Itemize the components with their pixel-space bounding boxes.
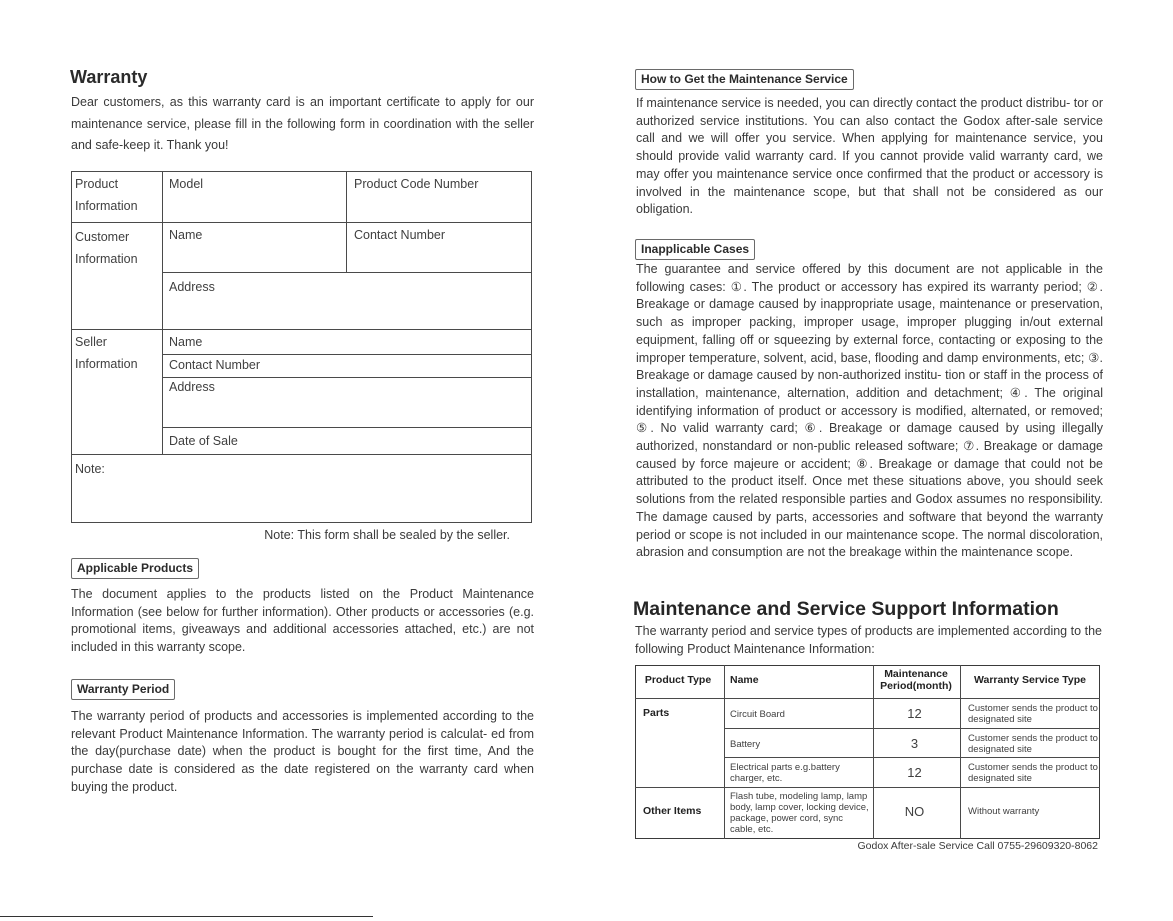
form-model-label: Model [169,177,204,191]
form-date-of-sale-label: Date of Sale [169,434,238,448]
form-seal-note: Note: This form shall be sealed by the seller. [264,528,510,542]
inapplicable-cases-text: The guarantee and service offered by this document are not applicable in the following cases: ①. The product or accessory has expired its warranty period; ②. Breakage or damage caused by inappropriate usage, maintenance or preservation, such as improper packing, improper usage, improper plugging in/out external equipment, falling off or squeezing by external force, contacting or exposing to the improper temperature, solvent, acid, base, flooding and damp environments, etc; ③. Breakage or damage caused by non-authorized institu- tion or staff in the process of installation, maintenance, alternation, addition and detachment; ④. The original identifying information of product or accessory is modified, alternated, or removed; ⑤. No valid warranty card; ⑥. Breakage or damage caused by using illegally authorized, nonstandard or non-public released software; ⑦. Breakage or damage caused by force majeure or accident; ⑧. Breakage or damage that could not be attributed to the product itself. Once met these situations above, you should seek solutions from the related responsible parties and Godox assumes no responsibility. The damage caused by parts, accessories and software that beyond the warranty period or scope is not included in our maintenance scope. The normal discoloration, abrasion and consumption are not the breakage within the maintenance scope. [636,262,1103,560]
service-call-number: Godox After-sale Service Call 0755-29609320-8062 [857,840,1098,852]
form-customer-info-label: Customer Information [75,230,138,266]
how-to-get-service-heading: How to Get the Maintenance Service [635,69,854,90]
table-row-name: Circuit Board [730,709,785,720]
table-header-type: Product Type [644,674,712,686]
table-other-period: NO [904,804,925,819]
table-row-name: Battery [730,739,761,750]
table-other-items-label: Other Items [643,805,702,817]
form-seller-contact-label: Contact Number [169,358,261,372]
form-seller-name-label: Name [169,335,203,349]
table-row-period: 12 [907,765,922,780]
applicable-products-text: The document applies to the products listed on the Product Maintenance Information (see below for further information). Other products or accessories (e.g. promotional items, giveaways and additional accessories attached, etc.) are not included in this warranty scope. [71,587,534,655]
table-header-service: Warranty Service Type [973,674,1087,686]
table-header-name: Name [730,674,759,686]
table-row-name: Electrical parts e.g.battery charger, etc. [730,762,840,784]
table-row-service: Customer sends the product to designated site [968,703,1098,725]
table-other-name: Flash tube, modeling lamp, lamp body, lamp cover, locking device, package, power cord, sync cable, etc. [730,791,869,835]
form-seller-address-label: Address [169,380,215,394]
form-customer-address-label: Address [169,280,215,294]
how-to-get-service-text: If maintenance service is needed, you can directly contact the product distribu- tor or authorized service institutions. You can also contact the Godox after-sale service call and we will offer you service. When applying for maintenance service, you should provide valid warranty card. If you cannot provide valid warranty card, we may offer you maintenance service once confirmed that the product or accessory is involved in the maintenance scope, but that shall not be considered as our obligation. [636,96,1103,217]
form-customer-name-label: Name [169,228,203,242]
warranty-intro: Dear customers, as this warranty card is an important certificate to apply for our maintenance service, please fill in the following form in coordination with the seller and safe-keep it. Thank you! [71,95,534,153]
inapplicable-cases-heading: Inapplicable Cases [635,239,755,260]
table-other-service: Without warranty [968,806,1040,817]
warranty-period-heading: Warranty Period [71,679,175,700]
page-bottom-rule [0,916,373,917]
form-customer-contact-label: Contact Number [354,228,446,242]
applicable-products-heading: Applicable Products [71,558,199,579]
warranty-period-text: The warranty period of products and accessories is implemented according to the relevant Product Maintenance Information. The warranty period is calculat- ed from the day(purchase date) when the product is bought for the first time, And the purchase date is considered as the date registered on the warranty card when buying the product. [71,709,534,794]
form-note-label: Note: [75,462,105,476]
table-parts-label: Parts [643,707,670,719]
warranty-title: Warranty [70,67,148,87]
table-row-service: Customer sends the product to designated site [968,733,1098,755]
table-header-period: Maintenance Period(month) [880,668,952,692]
form-product-code-label: Product Code Number [354,177,479,191]
table-row-period: 12 [907,706,922,721]
table-row-service: Customer sends the product to designated site [968,762,1098,784]
form-product-info-label: Product Information [75,177,138,213]
maintenance-support-title: Maintenance and Service Support Information [633,598,1059,620]
table-row-period: 3 [910,736,919,751]
form-seller-info-label: Seller Information [75,335,138,371]
maintenance-support-text: The warranty period and service types of products are implemented according to the following Product Maintenance Information: [635,624,1102,656]
